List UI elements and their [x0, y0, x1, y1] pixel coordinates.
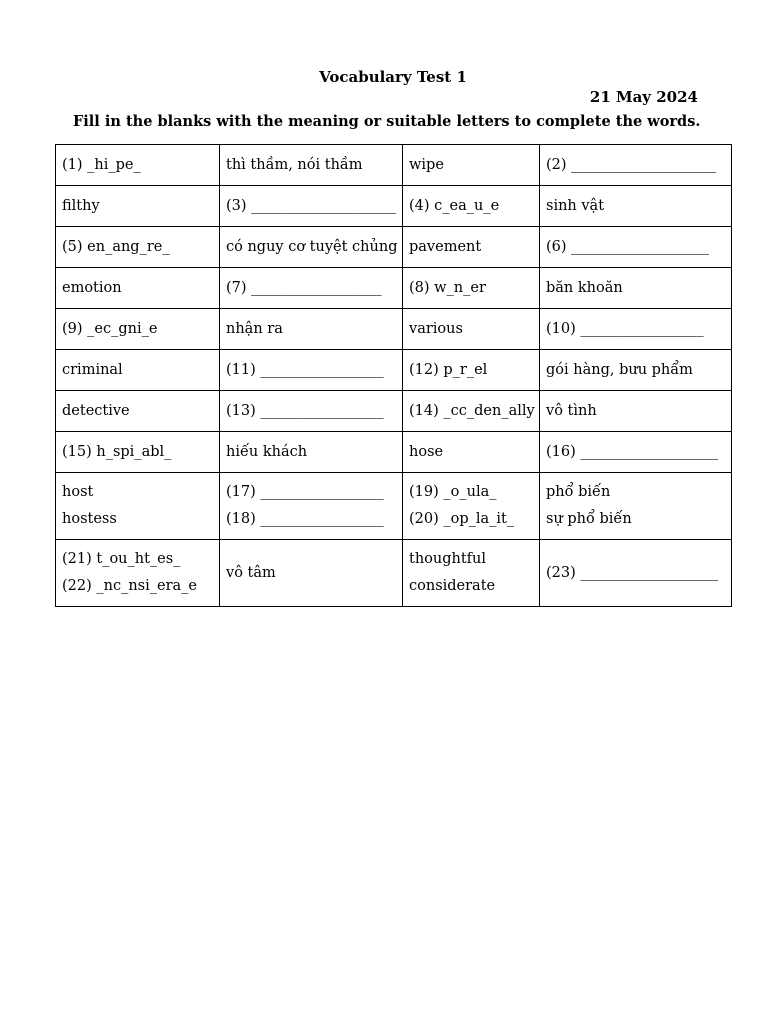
- table-cell: (10) _________________: [540, 309, 732, 350]
- table-cell: (4) c_ea_u_e: [403, 186, 540, 227]
- table-cell: (14) _cc_den_ally: [403, 391, 540, 432]
- table-row: [56, 540, 732, 607]
- table-cell: (6) ___________________: [540, 227, 732, 268]
- table-cell: [540, 473, 732, 540]
- cell-line: sự phổ biến: [546, 511, 632, 527]
- table-cell: vô tình: [540, 391, 732, 432]
- table-cell: filthy: [56, 186, 220, 227]
- table-cell: (1) _hi_pe_: [56, 145, 220, 186]
- vocabulary-table: [55, 144, 732, 607]
- table-cell: (3) ____________________: [220, 186, 403, 227]
- table-cell: (11) _________________: [220, 350, 403, 391]
- table-row: [56, 186, 732, 227]
- table-cell: criminal: [56, 350, 220, 391]
- table-cell: (15) h_spi_abl_: [56, 432, 220, 473]
- table-row: [56, 268, 732, 309]
- table-row: [56, 391, 732, 432]
- test-date: 21 May 2024: [589, 88, 698, 106]
- table-row: [56, 432, 732, 473]
- table-cell: sinh vật: [540, 186, 732, 227]
- table-cell: có nguy cơ tuyệt chủng: [220, 227, 403, 268]
- table-cell: [403, 473, 540, 540]
- cell-line: hostess: [62, 511, 117, 527]
- table-row: [56, 350, 732, 391]
- table-cell: [220, 473, 403, 540]
- table-row: [56, 309, 732, 350]
- table-cell: vô tâm: [220, 540, 403, 607]
- table-cell: pavement: [403, 227, 540, 268]
- table-row: [56, 473, 732, 540]
- table-row: [56, 145, 732, 186]
- table-cell: (8) w_n_er: [403, 268, 540, 309]
- cell-line: thoughtful: [409, 551, 487, 567]
- cell-line: (18) _________________: [226, 511, 384, 527]
- table-cell: (23) ___________________: [540, 540, 732, 607]
- table-cell: (13) _________________: [220, 391, 403, 432]
- table-cell: wipe: [403, 145, 540, 186]
- table-cell: thì thầm, nói thầm: [220, 145, 403, 186]
- cell-line: phổ biến: [546, 484, 611, 500]
- cell-line: (17) _________________: [226, 484, 384, 500]
- table-cell: (16) ___________________: [540, 432, 732, 473]
- table-cell: (2) ____________________: [540, 145, 732, 186]
- cell-line: (22) _nc_nsi_era_e: [62, 578, 197, 594]
- test-title: Vocabulary Test 1: [319, 68, 467, 86]
- table-cell: (12) p_r_el: [403, 350, 540, 391]
- table-cell: various: [403, 309, 540, 350]
- cell-line: (19) _o_ula_: [409, 484, 497, 500]
- test-instruction: Fill in the blanks with the meaning or suitable letters to complete the words.: [73, 113, 701, 130]
- table-cell: nhận ra: [220, 309, 403, 350]
- table-cell: gói hàng, bưu phẩm: [540, 350, 732, 391]
- table-cell: detective: [56, 391, 220, 432]
- table-cell: băn khoăn: [540, 268, 732, 309]
- table-cell: hiếu khách: [220, 432, 403, 473]
- table-row: [56, 227, 732, 268]
- table-cell: (9) _ec_gni_e: [56, 309, 220, 350]
- table-cell: emotion: [56, 268, 220, 309]
- table-cell: [56, 540, 220, 607]
- table-cell: [403, 540, 540, 607]
- cell-line: (21) t_ou_ht_es_: [62, 551, 181, 567]
- cell-line: host: [62, 484, 94, 500]
- table-cell: [56, 473, 220, 540]
- table-cell: (7) __________________: [220, 268, 403, 309]
- table-cell: hose: [403, 432, 540, 473]
- cell-line: (20) _op_la_it_: [409, 511, 515, 527]
- cell-line: considerate: [409, 578, 496, 594]
- table-cell: (5) en_ang_re_: [56, 227, 220, 268]
